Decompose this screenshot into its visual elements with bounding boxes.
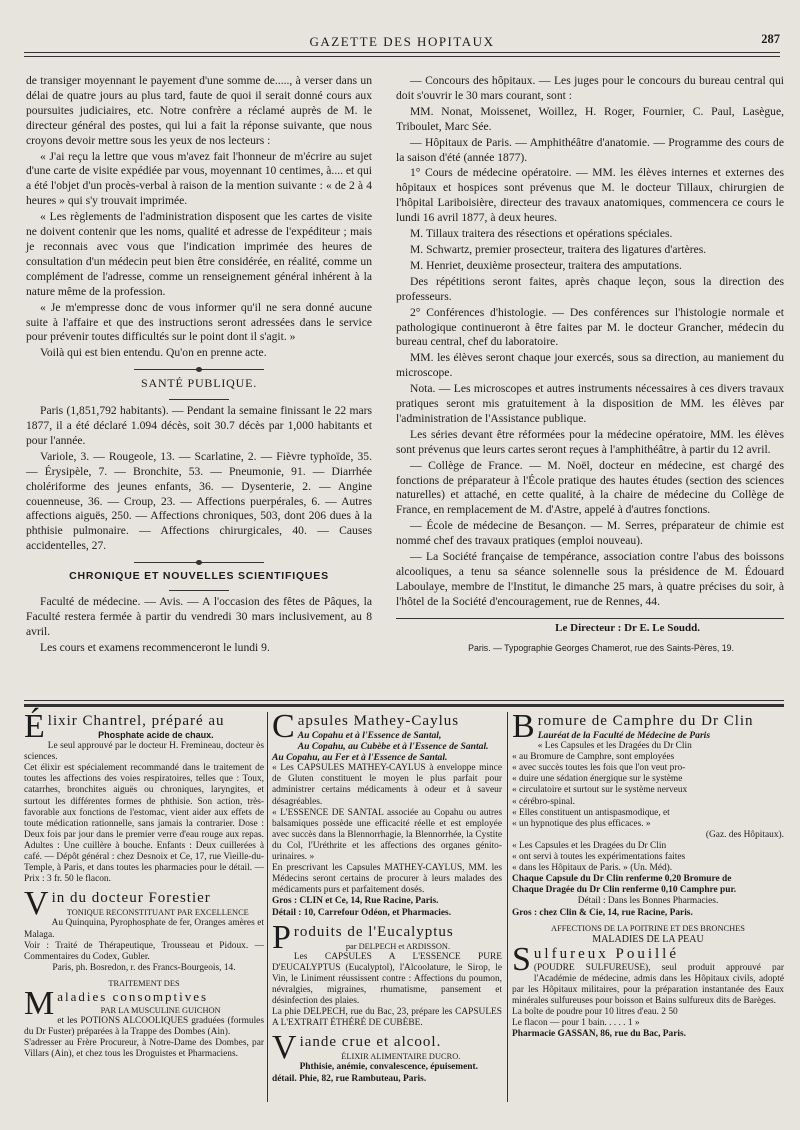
paragraph: Nota. — Les microscopes et autres instruments nécessaires à ces divers travaux pratiques seront mis gratuitement à la disposition de MM. les élèves par l'administration de l'Assistance publique.	[396, 382, 784, 425]
paragraph: Voilà qui est bien entendu. Qu'on en prenne acte.	[40, 346, 267, 360]
ad-text: Le flacon — pour 1 bain. . . . . 1 »	[512, 1018, 640, 1029]
ad-subtitle: par DELPECH et ARDISSON.	[345, 941, 451, 951]
ad-label: TRAITEMENT DES	[108, 978, 180, 988]
ads-separator-thick	[24, 704, 784, 707]
ad-maladies-consomptives	[24, 978, 264, 1061]
ad-text: Chaque Dragée du Dr Clin renferme 0,10 Camphre pur.	[512, 885, 737, 896]
ad-text: « dans les Hôpitaux de Paris. » (Un. Méd).	[512, 863, 673, 874]
title-underline	[169, 590, 229, 591]
ad-text: Pharmacie GASSAN, 86, rue du Bac, Paris.	[512, 1029, 686, 1040]
paragraph: « J'ai reçu la lettre que vous m'avez fait l'honneur de m'écrire au sujet d'une carte de visite expédiée par vous, moyennant 10 centimes, à.... et qui a été l'objet d'un procès-verbal à raison de la mention suivante : « de 2 à 4 heures » qui s'y trouvait imprimée.	[26, 149, 372, 208]
ad-title: iande crue et alcool.	[299, 1034, 442, 1051]
ad-text: « circulatoire et surtout sur le système nerveux	[512, 785, 688, 796]
paragraph: 2° Conférences d'histologie. — Des conférences sur l'histologie normale et pathologique continueront à être faites par M. le docteur Grancher, médecin du bureau central, chef du laboratoire.	[396, 305, 784, 349]
paragraph: M. Schwartz, premier prosecteur, traitera des ligatures d'artères.	[410, 242, 707, 256]
drop-cap: V	[272, 1029, 297, 1067]
ad-subtitle: PAR LA MUSCULINE GUICHON	[100, 1005, 221, 1015]
column-rule	[507, 712, 508, 1102]
paragraph: Faculté de médecine. — Avis. — A l'occasion des fêtes de Pâques, la Faculté restera fermée à partir du vendredi 30 mars inclusivement, au 8 avril.	[26, 595, 372, 638]
ad-text: « cérébro-spinal.	[512, 796, 575, 807]
ad-text: « au Bromure de Camphre, sont employées	[512, 752, 675, 763]
paragraph: « Les règlements de l'administration disposent que les cartes de visite ne doivent contenir que les noms, qualité et adresse de l'expéditeur ; mais je reconnais avec vous que l'indication imprimée des heures de consultation d'un médecin peut bien être considérée, en réalité, comme un complément de l'adresse, comme un renseignement général inhérent à la nature même de la profession.	[26, 210, 372, 298]
drop-cap: É	[24, 708, 45, 745]
ad-text: « avec succès toutes les fois que l'on veut pro-	[512, 763, 686, 774]
ad-column-3	[512, 708, 784, 1044]
ad-elixir-chantrel	[24, 708, 264, 885]
directeur-line: Le Directeur : Dr E. Le Soudd.	[396, 618, 784, 636]
ad-title: apsules Mathey-Caylus	[297, 713, 460, 729]
drop-cap: V	[24, 885, 49, 923]
column-rule	[267, 712, 268, 1102]
paragraph: Les cours et examens recommenceront le lundi 9.	[40, 640, 270, 654]
ad-text: « Les Capsules et les Dragées du Dr Clin	[512, 840, 667, 851]
ad-text: Détail : Dans les Bonnes Pharmacies.	[577, 896, 719, 907]
section-divider	[134, 562, 264, 563]
ad-text: (POUDRE SULFUREUSE), seul produit approuvé par l'Académie de médecine, admis dans les Hôpitaux civils, adopté par les Hôpitaux militaires, pour la préparation instantanée des Eaux minérales sulfureuses pour boisson et Bains sulfureux dits de Barèges.	[512, 962, 784, 1007]
paragraph: MM. Nonat, Moissenet, Woillez, H. Roger, Fournier, C. Paul, Lasègue, Triboulet, Marc Sée.	[396, 104, 784, 133]
title-underline	[169, 399, 229, 400]
ad-eucalyptus	[272, 918, 502, 1030]
paragraph: de transiger moyennant le payement d'une somme de....., à verser dans un délai de quatre jours au plus tard, faute de quoi il serait donné cours aux poursuites judiciaires, etc. Notre confrère a réclamé auprès de M. le directeur général des postes, qui lui a fait la réponse suivante, que nous croyons devoir mettre sous les yeux de nos lecteurs :	[26, 74, 372, 147]
ad-text: « Les Capsules et les Dragées du Dr Clin	[537, 741, 692, 752]
right-column	[396, 74, 784, 656]
ad-text: Au Quinquina, Pyrophosphate de fer, Oranges amères et Malaga.	[24, 918, 264, 940]
drop-cap: S	[512, 940, 531, 978]
drop-cap: M	[24, 984, 55, 1022]
ad-subtitle: Au Copahu et à l'Essence de Santal,	[297, 730, 442, 741]
ad-vin-forestier	[24, 885, 264, 974]
ads-separator	[24, 700, 784, 701]
ad-title: lixir Chantrel, préparé au	[47, 713, 225, 729]
ad-subtitle: Au Copahu, au Fer et à l'Essence de Santal.	[272, 752, 448, 764]
header-rule	[24, 56, 780, 57]
ad-capsules-mathey-caylus	[272, 708, 502, 919]
ad-text: Détail : 10, Carrefour Odéon, et Pharmacies.	[272, 907, 452, 918]
advertisements	[24, 708, 784, 1112]
paragraph: Des répétitions seront faites, après chaque leçon, sous la direction des professeurs.	[396, 274, 784, 303]
ad-text: Gros : chez Clin & Cie, 14, rue Racine, Paris.	[512, 907, 693, 918]
paragraph: Paris (1,851,792 habitants). — Pendant la semaine finissant le 22 mars 1877, il a été déclaré 1.094 décès, soit 30.7 décès par 1,000 habitants et pour l'année.	[26, 404, 372, 447]
paragraph: — École de médecine de Besançon. — M. Serres, préparateur de chimie est nommé chef des travaux pratiques (emploi nouveau).	[396, 519, 784, 548]
left-column	[26, 74, 372, 657]
ad-text: Voir : Traité de Thérapeutique, Trousseau et Pidoux. — Commentaires du Codex, Gubler.	[24, 940, 264, 962]
ad-label: AFFECTIONS DE LA POITRINE ET DES BRONCHES	[551, 923, 745, 933]
ad-title: aladies consomptives	[57, 988, 209, 1004]
ad-subtitle: ÉLIXIR ALIMENTAIRE DUCRO.	[341, 1052, 461, 1062]
ad-text: détail. Phie, 82, rue Rambuteau, Paris.	[272, 1073, 427, 1084]
ad-bromure-camphre	[512, 708, 784, 919]
page-number: 287	[761, 32, 780, 46]
printer-line: Paris. — Typographie Georges Chamerot, rue des Saints-Pères, 19.	[468, 642, 734, 653]
ad-title: in du docteur Forestier	[51, 890, 211, 907]
paragraph: « Je m'empresse donc de vous informer qu'il ne sera donné aucune suite à l'affaire et que des instructions seront adressées dans le service pour prévenir toutes difficultés sur le point dont il s'agit. »	[26, 300, 372, 344]
ad-title: roduits de l'Eucalyptus	[293, 923, 454, 940]
ad-column-2	[272, 708, 502, 1089]
paragraph: 1° Cours de médecine opératoire. — MM. les élèves internes et externes des hôpitaux et hospices sont prévenus que M. le docteur Tillaux, chirurgien de l'hôpital Lariboisière, directeur des travaux anatomiques, commencera ce cours le lundi 16 avril 1877, à deux heures.	[396, 166, 784, 225]
section-divider	[134, 369, 264, 370]
ad-text: Cet élixir est spécialement recommandé dans le traitement de toutes les affections des voies respiratoires, telles que : Toux, catarrhes, bronchites aiguës ou chroniques, laryngites, et surtout les différentes formes de phthisie. Son action, très-favorable aux fonctions de l'estomac, vient aider aux effets de toute médication rationnelle, sans jamais la contrarier. Dose : Deux fois par jour dans le premier verre d'eau rouge aux repas. Adultes : Une cuillère à bouche. Enfants : Deux cuillerées à café. — Dépôt général : chez Desnoix et Ce, 17, rue Vieille-du-Temple, à Paris, et dans toutes les pharmacies pour le détail. — Prix : 3 fr. 50 le flacon.	[24, 763, 264, 885]
ad-text: Phthisie, anémie, convalescence, épuisement.	[299, 1062, 478, 1073]
ad-text: « L'ESSENCE DE SANTAL associée au Copahu ou autres balsamiques possède une efficacité réelle et est employée avec succès dans la Blennorrhagie, la Blennorrhée, la Cystite du Col, l'Uréthrite et les affections des organes génito-urinaires. »	[272, 807, 502, 863]
paragraph: — Concours des hôpitaux. — Les juges pour le concours du bureau central qui doit s'ouvrir le 30 mars courant, sont :	[396, 74, 784, 102]
header-rule	[24, 52, 780, 53]
ad-sulfureux-pouille	[512, 923, 784, 1041]
ad-text: En prescrivant les Capsules MATHEY-CAYLUS, MM. les Médecins seront certains de procurer à leurs malades des médicaments purs et parfaitement dosés.	[272, 863, 502, 896]
ad-title: romure de Camphre du Dr Clin	[537, 713, 754, 729]
drop-cap: B	[512, 708, 535, 745]
ad-text: et les POTIONS ALCOOLIQUES graduées (formules du Dr Fuster) préparées à la Trappe des Dombes (Ain).	[24, 1016, 264, 1038]
ad-text: Gros : CLIN et Ce, 14, Rue Racine, Paris.	[272, 896, 439, 907]
ad-text: (Gaz. des Hôpitaux).	[705, 829, 784, 840]
ad-text: Chaque Capsule du Dr Clin renferme 0,20 Bromure de	[512, 874, 732, 885]
paragraph: Les séries devant être réformées pour la médecine opératoire, MM. les élèves sont prévenus que leurs cartes seront reçues à l'amphithéâtre, à partir du 12 avril.	[396, 427, 784, 456]
ad-text: « duire une sédation énergique sur le système	[512, 774, 683, 785]
journal-title: GAZETTE DES HOPITAUX	[309, 34, 495, 49]
paragraph: M. Henriet, deuxième prosecteur, traitera des amputations.	[410, 258, 682, 272]
section-title-sante: SANTÉ PUBLIQUE.	[141, 376, 257, 391]
ad-viande-crue	[272, 1029, 502, 1084]
paragraph: — Hôpitaux de Paris. — Amphithéâtre d'anatomie. — Programme des cours de la saison d'été (année 1877).	[396, 135, 784, 164]
ad-text: Paris, ph. Bosredon, r. des Francs-Bourgeois, 14.	[52, 962, 236, 973]
drop-cap: P	[272, 918, 291, 956]
page-header	[24, 30, 780, 70]
ad-subtitle: Au Copahu, au Cubèbe et à l'Essence de Santal.	[297, 741, 489, 753]
ad-subtitle: Lauréat de la Faculté de Médecine de Paris	[537, 730, 711, 741]
ad-label: MALADIES DE LA PEAU	[592, 933, 704, 945]
drop-cap: C	[272, 708, 295, 745]
ad-text: S'adresser au Frère Procureur, à Notre-Dame des Dombes, par Villars (Ain), et chez tous les Droguistes et Pharmaciens.	[24, 1038, 264, 1060]
ad-column-1	[24, 708, 264, 1064]
paragraph: MM. les élèves seront chaque jour exercés, sous sa direction, au maniement du microscope.	[396, 351, 784, 380]
ad-title: ulfureux Pouillé	[533, 945, 679, 962]
ad-text: Le seul approuvé par le docteur H. Fremineau, docteur ès sciences.	[24, 741, 264, 763]
ad-subtitle: TONIQUE RECONSTITUANT PAR EXCELLENCE	[66, 908, 249, 918]
ad-text: La phie DELPECH, rue du Bac, 23, prépare les CAPSULES A L'EXTRAIT ÉTHÉRÉ DE CUBÈBE.	[272, 1007, 502, 1029]
ad-text: « ont servi à toutes les expérimentations faites	[512, 852, 686, 863]
paragraph: — La Société française de tempérance, association contre l'abus des boissons alcooliques, a tenu sa séance solennelle sous la présidence de M. Édouard Laboulaye, membre de l'Institut, le dimanche 25 mars, à quatre précises du soir, à l'hôtel de la Société d'encouragement, rue de Rennes, 44.	[396, 550, 784, 608]
paragraph: M. Tillaux traitera des résections et opérations spéciales.	[410, 227, 673, 241]
paragraph: — Collège de France. — M. Noël, docteur en médecine, est chargé des fonctions de préparateur à l'École pratique des hautes études (section des sciences naturelles) et attaché, en cette qualité, à la chaire de médecine du Collège de France, en remplacement de M. d'Astre, appelé à d'autres fonctions.	[396, 458, 784, 517]
ad-text: « Elles constituent un antispasmodique, et	[512, 807, 670, 818]
section-title-chronique: CHRONIQUE ET NOUVELLES SCIENTIFIQUES	[69, 570, 329, 583]
ad-subtitle: Phosphate acide de chaux.	[98, 730, 214, 740]
ad-text: Les CAPSULES A L'ESSENCE PURE D'EUCALYPTUS (Eucalyptol), l'Alcoolature, le Sirop, le Vin, le Liniment réussissent contre : Affections du poumon, névralgies, migraines, rhumatisme, pansement et désinfection des plaies.	[272, 951, 502, 1007]
paragraph: Variole, 3. — Rougeole, 13. — Scarlatine, 2. — Fièvre typhoïde, 35. — Érysipèle, 7. — Bronchite, 53. — Pneumonie, 91. — Diarrhée cholériforme des jeunes enfants, 36. — Dysenterie, 2. — Angine couenneuse, 36. — Croup, 23. — Affections puerpérales, 6. — Autres affections aiguës, 250. — Affections chroniques, 503, dont 206 dues à la phthisie pulmonaire. — Affections chirurgicales, 40. — Causes accidentelles, 27.	[26, 449, 372, 553]
ad-text: La boîte de poudre pour 10 litres d'eau. 2 50	[512, 1007, 678, 1018]
ad-text: « un hypnotique des plus efficaces. »	[512, 818, 651, 829]
ad-text: « Les CAPSULES MATHEY-CAYLUS à enveloppe mince de Gluten constituent le moyen le plus parfait pour administrer certains médicaments à odeur et à saveur désagréables.	[272, 763, 502, 807]
